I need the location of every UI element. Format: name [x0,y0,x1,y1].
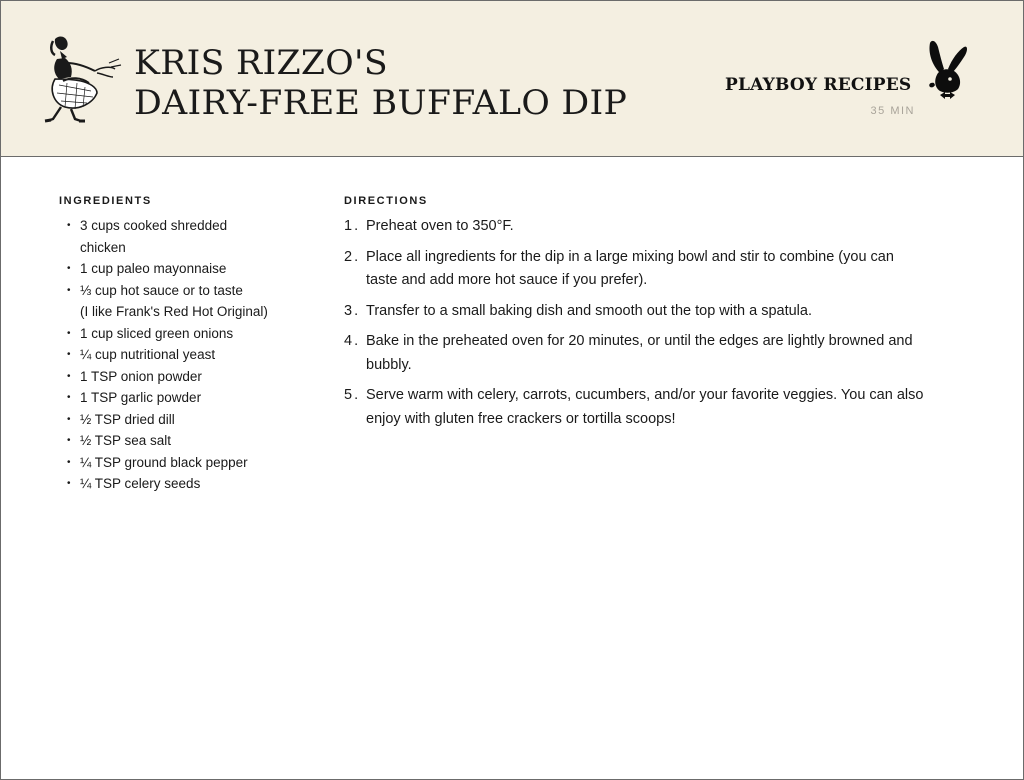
bullet-icon: • [67,220,71,231]
step-number: 1. [344,218,361,234]
direction-step [344,246,964,293]
ingredient-text-continued: chicken [80,239,126,255]
ingredient-item [59,344,299,366]
ingredient-item [59,258,299,280]
ingredient-text: 1 cup paleo mayonnaise [80,261,227,276]
cook-time: 35 MIN [870,105,915,117]
ingredient-item [59,452,299,474]
ingredient-item [59,366,299,388]
brand-name: PLAYBOY RECIPES [725,75,912,95]
directions-list [344,215,964,438]
ingredient-text: ⅓ cup hot sauce or to taste [80,282,243,298]
ingredient-text: 1 TSP garlic powder [80,390,202,405]
bullet-icon: • [67,263,71,274]
recipe-title-line-1: KRIS RIZZO'S [134,43,388,83]
bullet-icon: • [67,349,71,360]
step-text: Bake in the preheated oven for 20 minutes, or until the edges are lightly browned and [366,333,913,349]
bullet-icon: • [67,456,71,468]
ingredient-item [59,430,299,452]
step-text-continued: taste and add more hot sauce if you prefer). [366,272,648,288]
step-number: 5. [344,387,361,403]
direction-step [344,300,964,324]
ingredient-text: ¼ TSP ground black pepper [80,454,248,470]
step-text: Preheat oven to 350°F. [366,218,514,234]
chef-woman-illustration-icon [41,33,123,125]
direction-step [344,330,964,377]
ingredient-text: ¼ cup nutritional yeast [80,347,216,362]
bullet-icon: • [67,370,71,382]
ingredient-text: ½ TSP sea salt [80,433,172,448]
recipe-header [1,1,1023,157]
bullet-icon: • [67,478,71,489]
ingredient-text: 1 cup sliced green onions [80,325,234,341]
direction-step [344,215,964,239]
step-text: Place all ingredients for the dip in a large mixing bowl and stir to combine (you can [366,248,894,265]
bullet-icon: • [67,413,71,425]
ingredient-item [59,323,299,345]
ingredient-item [59,215,299,258]
step-text-continued: enjoy with gluten free crackers or tortilla scoops! [366,410,676,427]
step-text: Serve warm with celery, carrots, cucumbers, and/or your favorite veggies. You can also [366,387,924,403]
ingredient-text: ¼ TSP celery seeds [80,476,201,491]
direction-step [344,384,964,431]
ingredient-text: ½ TSP dried dill [80,411,175,427]
ingredients-heading: INGREDIENTS [59,195,152,207]
ingredient-item [59,409,299,431]
bullet-icon: • [67,284,71,296]
step-number: 3. [344,302,361,319]
recipe-title [134,43,627,123]
step-number: 4. [344,333,361,349]
directions-heading: DIRECTIONS [344,195,428,207]
ingredient-text: 1 TSP onion powder [80,368,202,384]
bullet-icon: • [67,392,71,403]
ingredient-text: 3 cups cooked shredded [80,218,228,233]
ingredient-item [59,473,299,495]
step-text-continued: bubbly. [366,356,412,373]
ingredient-text-continued: (I like Frank's Red Hot Original) [80,304,268,319]
step-text: Transfer to a small baking dish and smooth out the top with a spatula. [366,302,812,319]
bullet-icon: • [67,435,71,446]
ingredients-list [59,215,299,495]
rabbit-head-logo-icon [926,39,968,101]
recipe-title-line-2: DAIRY-FREE BUFFALO DIP [134,83,628,123]
step-number: 2. [344,248,361,265]
ingredient-item [59,280,299,323]
ingredient-item [59,387,299,409]
bullet-icon: • [67,327,71,339]
